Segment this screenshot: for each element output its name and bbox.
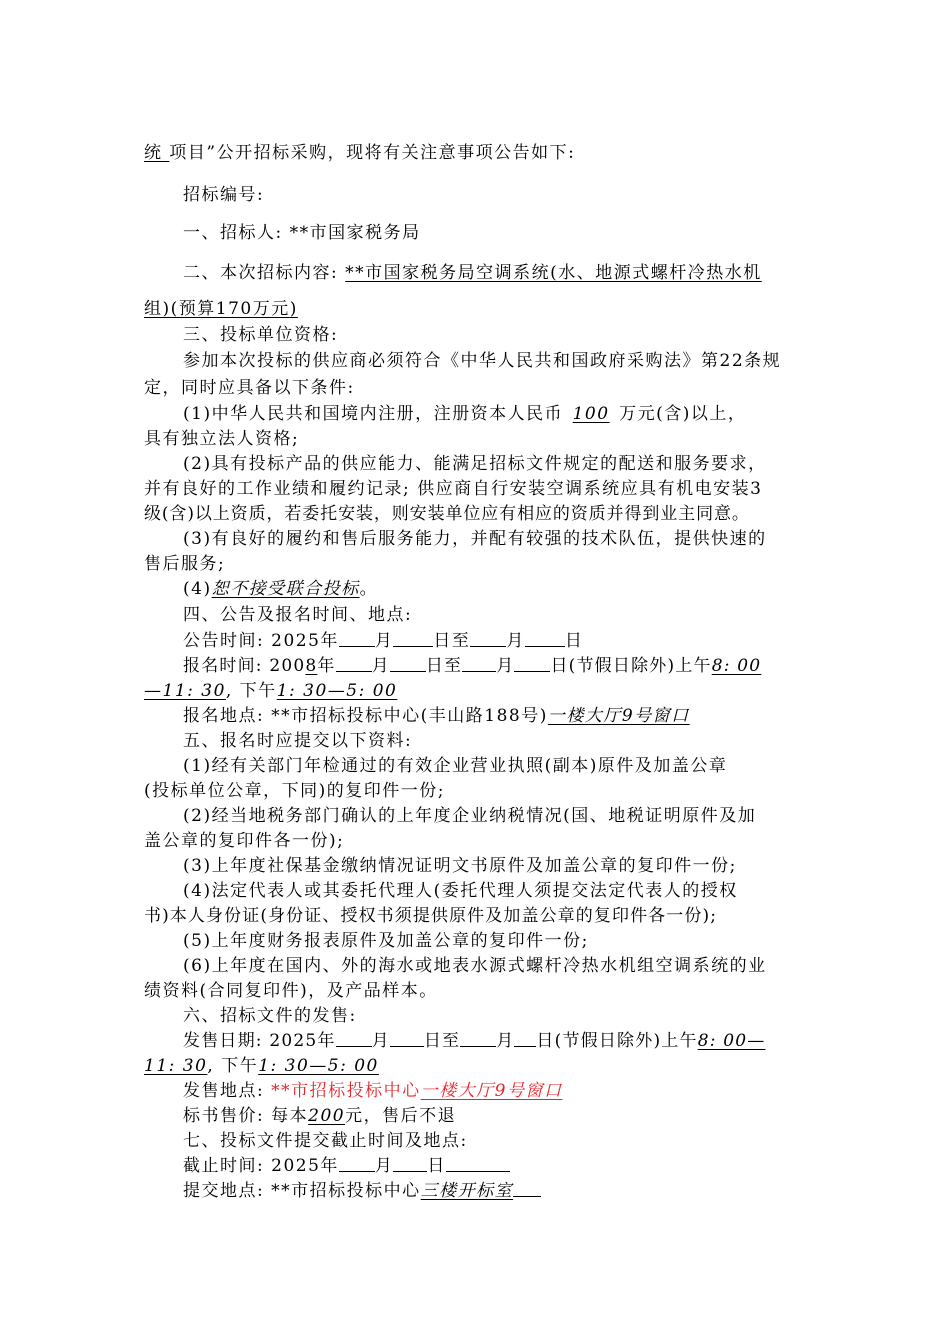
text-line: (6)上年度在国内、外的海水或地表水源式螺杆冷热水机组空调系统的业 [183, 956, 767, 976]
section-heading: 五、报名时应提交以下资料: [183, 731, 413, 751]
text-line: 截止时间: 2025年 月 日 [183, 1155, 510, 1177]
section-heading: 七、投标文件提交截止时间及地点: [183, 1131, 468, 1151]
text-line: 标书售价: 每本200元，售后不退 [183, 1106, 457, 1126]
text-line: (1)中华人民共和国境内注册，注册资本人民币 100 万元(含)以上， [183, 404, 747, 424]
text-line: 绩资料(合同复印件)，及产品样本。 [144, 981, 438, 1001]
bid-number-label: 招标编号: [183, 185, 265, 205]
text-line: 组)(预算170万元) [144, 299, 298, 319]
text-line: 公告时间: 2025年 月 日至 月 日 [183, 631, 584, 651]
text-line: (3)上年度社保基金缴纳情况证明文书原件及加盖公章的复印件一份; [183, 856, 737, 876]
text-line: (2)具有投标产品的供应能力、能满足招标文件规定的配送和服务要求， [183, 454, 767, 474]
text-line: (投标单位公章，下同)的复印件一份; [144, 781, 445, 801]
text-line: 报名地点: **市招标投标中心(丰山路188号)一楼大厅9号窗口 [183, 706, 690, 726]
text-line: 并有良好的工作业绩和履约记录; 供应商自行安装空调系统应具有机电安装3 [144, 479, 763, 499]
text-line: (1)经有关部门年检通过的有效企业营业执照(副本)原件及加盖公章 [183, 756, 728, 776]
section-heading: 二、本次招标内容: **市国家税务局空调系统(水、地源式螺杆冷热水机 [183, 263, 762, 283]
text-line: 报名时间: 2008年 月 日至 月 日(节假日除外)上午8: 00 [183, 656, 762, 676]
text-line: —11: 30, 下午1: 30—5: 00 [144, 681, 398, 701]
text-line: 统 项目”公开招标采购，现将有关注意事项公告如下: [144, 143, 576, 163]
section-heading: 三、投标单位资格: [183, 325, 339, 345]
text-line: 11: 30, 下午1: 30—5: 00 [144, 1056, 379, 1076]
text-line: 盖公章的复印件各一份); [144, 831, 345, 851]
text-line: (5)上年度财务报表原件及加盖公章的复印件一份; [183, 931, 589, 951]
text-line: 提交地点: **市招标投标中心三楼开标室 [183, 1180, 541, 1202]
section-heading: 四、公告及报名时间、地点: [183, 605, 413, 625]
section-heading: 一、招标人: **市国家税务局 [183, 223, 421, 243]
section-heading: 六、招标文件的发售: [183, 1006, 357, 1026]
text-line: 定，同时应具备以下条件: [144, 378, 355, 398]
text-line: 售后服务; [144, 554, 226, 574]
text-line: 书)本人身份证(身份证、授权书须提供原件及加盖公章的复印件各一份); [144, 906, 718, 926]
text-line: (4)法定代表人或其委托代理人(委托代理人须提交法定代表人的授权 [183, 881, 738, 901]
text-line: 参加本次投标的供应商必须符合《中华人民共和国政府采购法》第22条规 [183, 351, 782, 371]
text-line: 发售日期: 2025年 月 日至 月 日(节假日除外)上午8: 00— [183, 1031, 766, 1051]
text-line: 发售地点: **市招标投标中心一楼大厅9号窗口 [183, 1081, 563, 1101]
text-line: (4)恕不接受联合投标。 [183, 579, 379, 599]
text-line: (3)有良好的履约和售后服务能力，并配有较强的技术队伍，提供快速的 [183, 529, 767, 549]
text-line: 级(含)以上资质，若委托安装，则安装单位应有相应的资质并得到业主同意。 [144, 504, 750, 524]
text-line: (2)经当地税务部门确认的上年度企业纳税情况(国、地税证明原件及加 [183, 806, 757, 826]
text-line: 具有独立法人资格; [144, 429, 300, 449]
